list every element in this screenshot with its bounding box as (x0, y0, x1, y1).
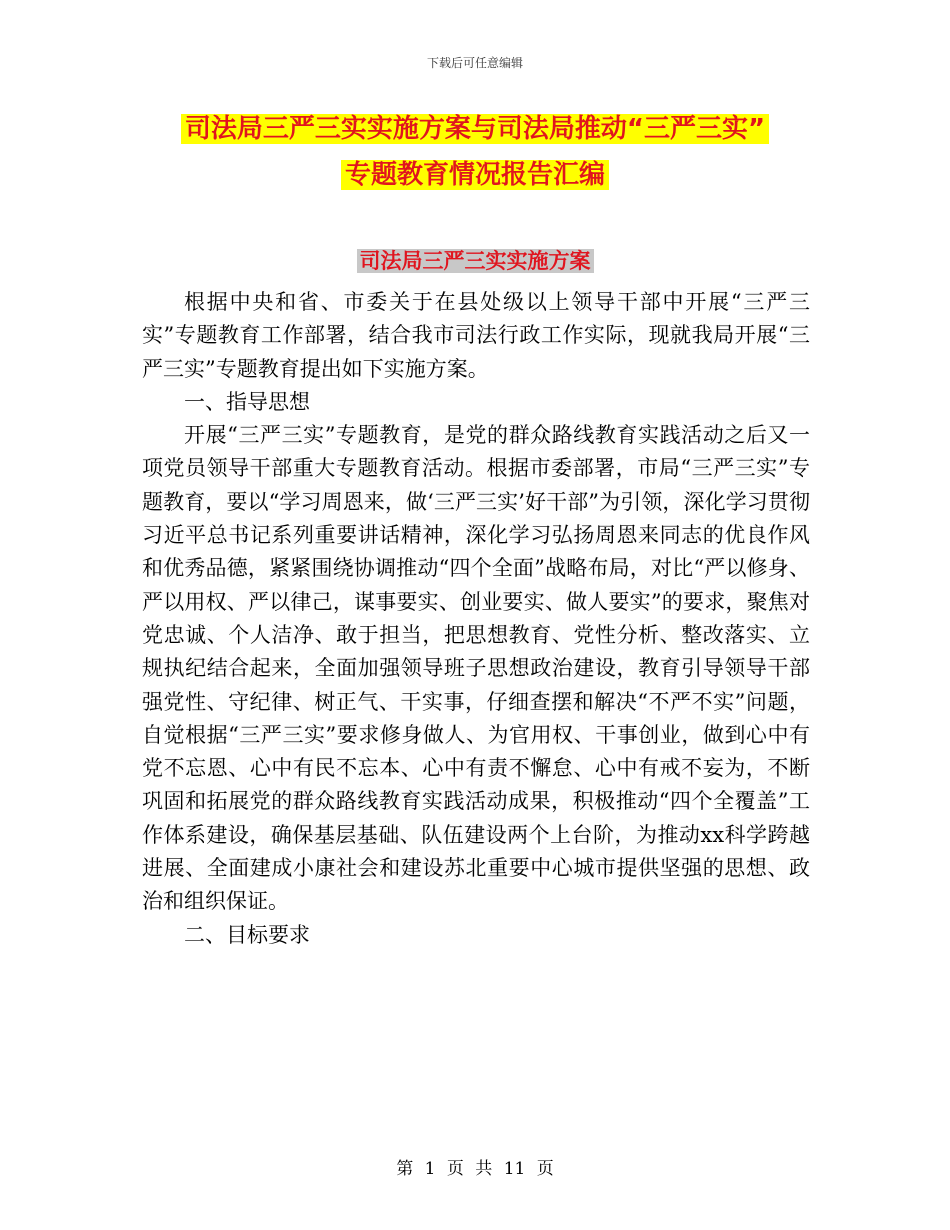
header-note: 下载后可任意编辑 (426, 56, 523, 70)
heading-goals: 二、目标要求 (184, 922, 310, 947)
document-body (142, 286, 810, 952)
title-highlight: 司法局三严三实实施方案与司法局推动“三严三实” (181, 114, 769, 144)
intro-paragraph: 根据中央和省、市委关于在县处级以上领导干部中开展“三严三实”专题教育工作部署，结合我市司法行政工作实际，现就我局开展“三严三实”专题教育提出如下实施方案。 (142, 290, 810, 381)
page-number-footer: 第 1 页 共 11 页 (396, 1159, 554, 1179)
document-title-line-1 (0, 112, 950, 146)
guiding-thought-paragraph: 开展“三严三实”专题教育，是党的群众路线教育实践活动之后又一项党员领导干部重大专题教育活动。根据市委部署，市局“三严三实”专题教育，要以“学习周恩来，做‘三严三实’好干部”为引领，深化学习贯彻习近平总书记系列重要讲话精神，深化学习弘扬周恩来同志的优良作风和优秀品德，紧紧围绕协调推动“四个全面”战略布局，对比“严以修身、严以用权、严以律己，谋事要实、创业要实、做人要实”的要求，聚焦对党忠诚、个人洁净、敢于担当，把思想教育、党性分析、整改落实、立规执纪结合起来，全面加强领导班子思想政治建设，教育引导领导干部强党性、守纪律、树正气、干实事，仔细查摆和解决“不严不实”问题，自觉根据“三严三实”要求修身做人、为官用权、干事创业，做到心中有党不忘恩、心中有民不忘本、心中有责不懈怠、心中有戒不妄为，不断巩固和拓展党的群众路线教育实践活动成果，积极推动“四个全覆盖”工作体系建设，确保基层基础、队伍建设两个上台阶，为推动xx科学跨越进展、全面建成小康社会和建设苏北重要中心城市提供坚强的思想、政治和组织保证。 (142, 423, 810, 914)
document-title-line-2 (0, 158, 950, 192)
title-highlight: 专题教育情况报告汇编 (341, 160, 609, 190)
section-title-highlight: 司法局三严三实实施方案 (357, 249, 594, 273)
section-title (0, 246, 950, 276)
heading-guiding-thought: 一、指导思想 (184, 389, 310, 414)
